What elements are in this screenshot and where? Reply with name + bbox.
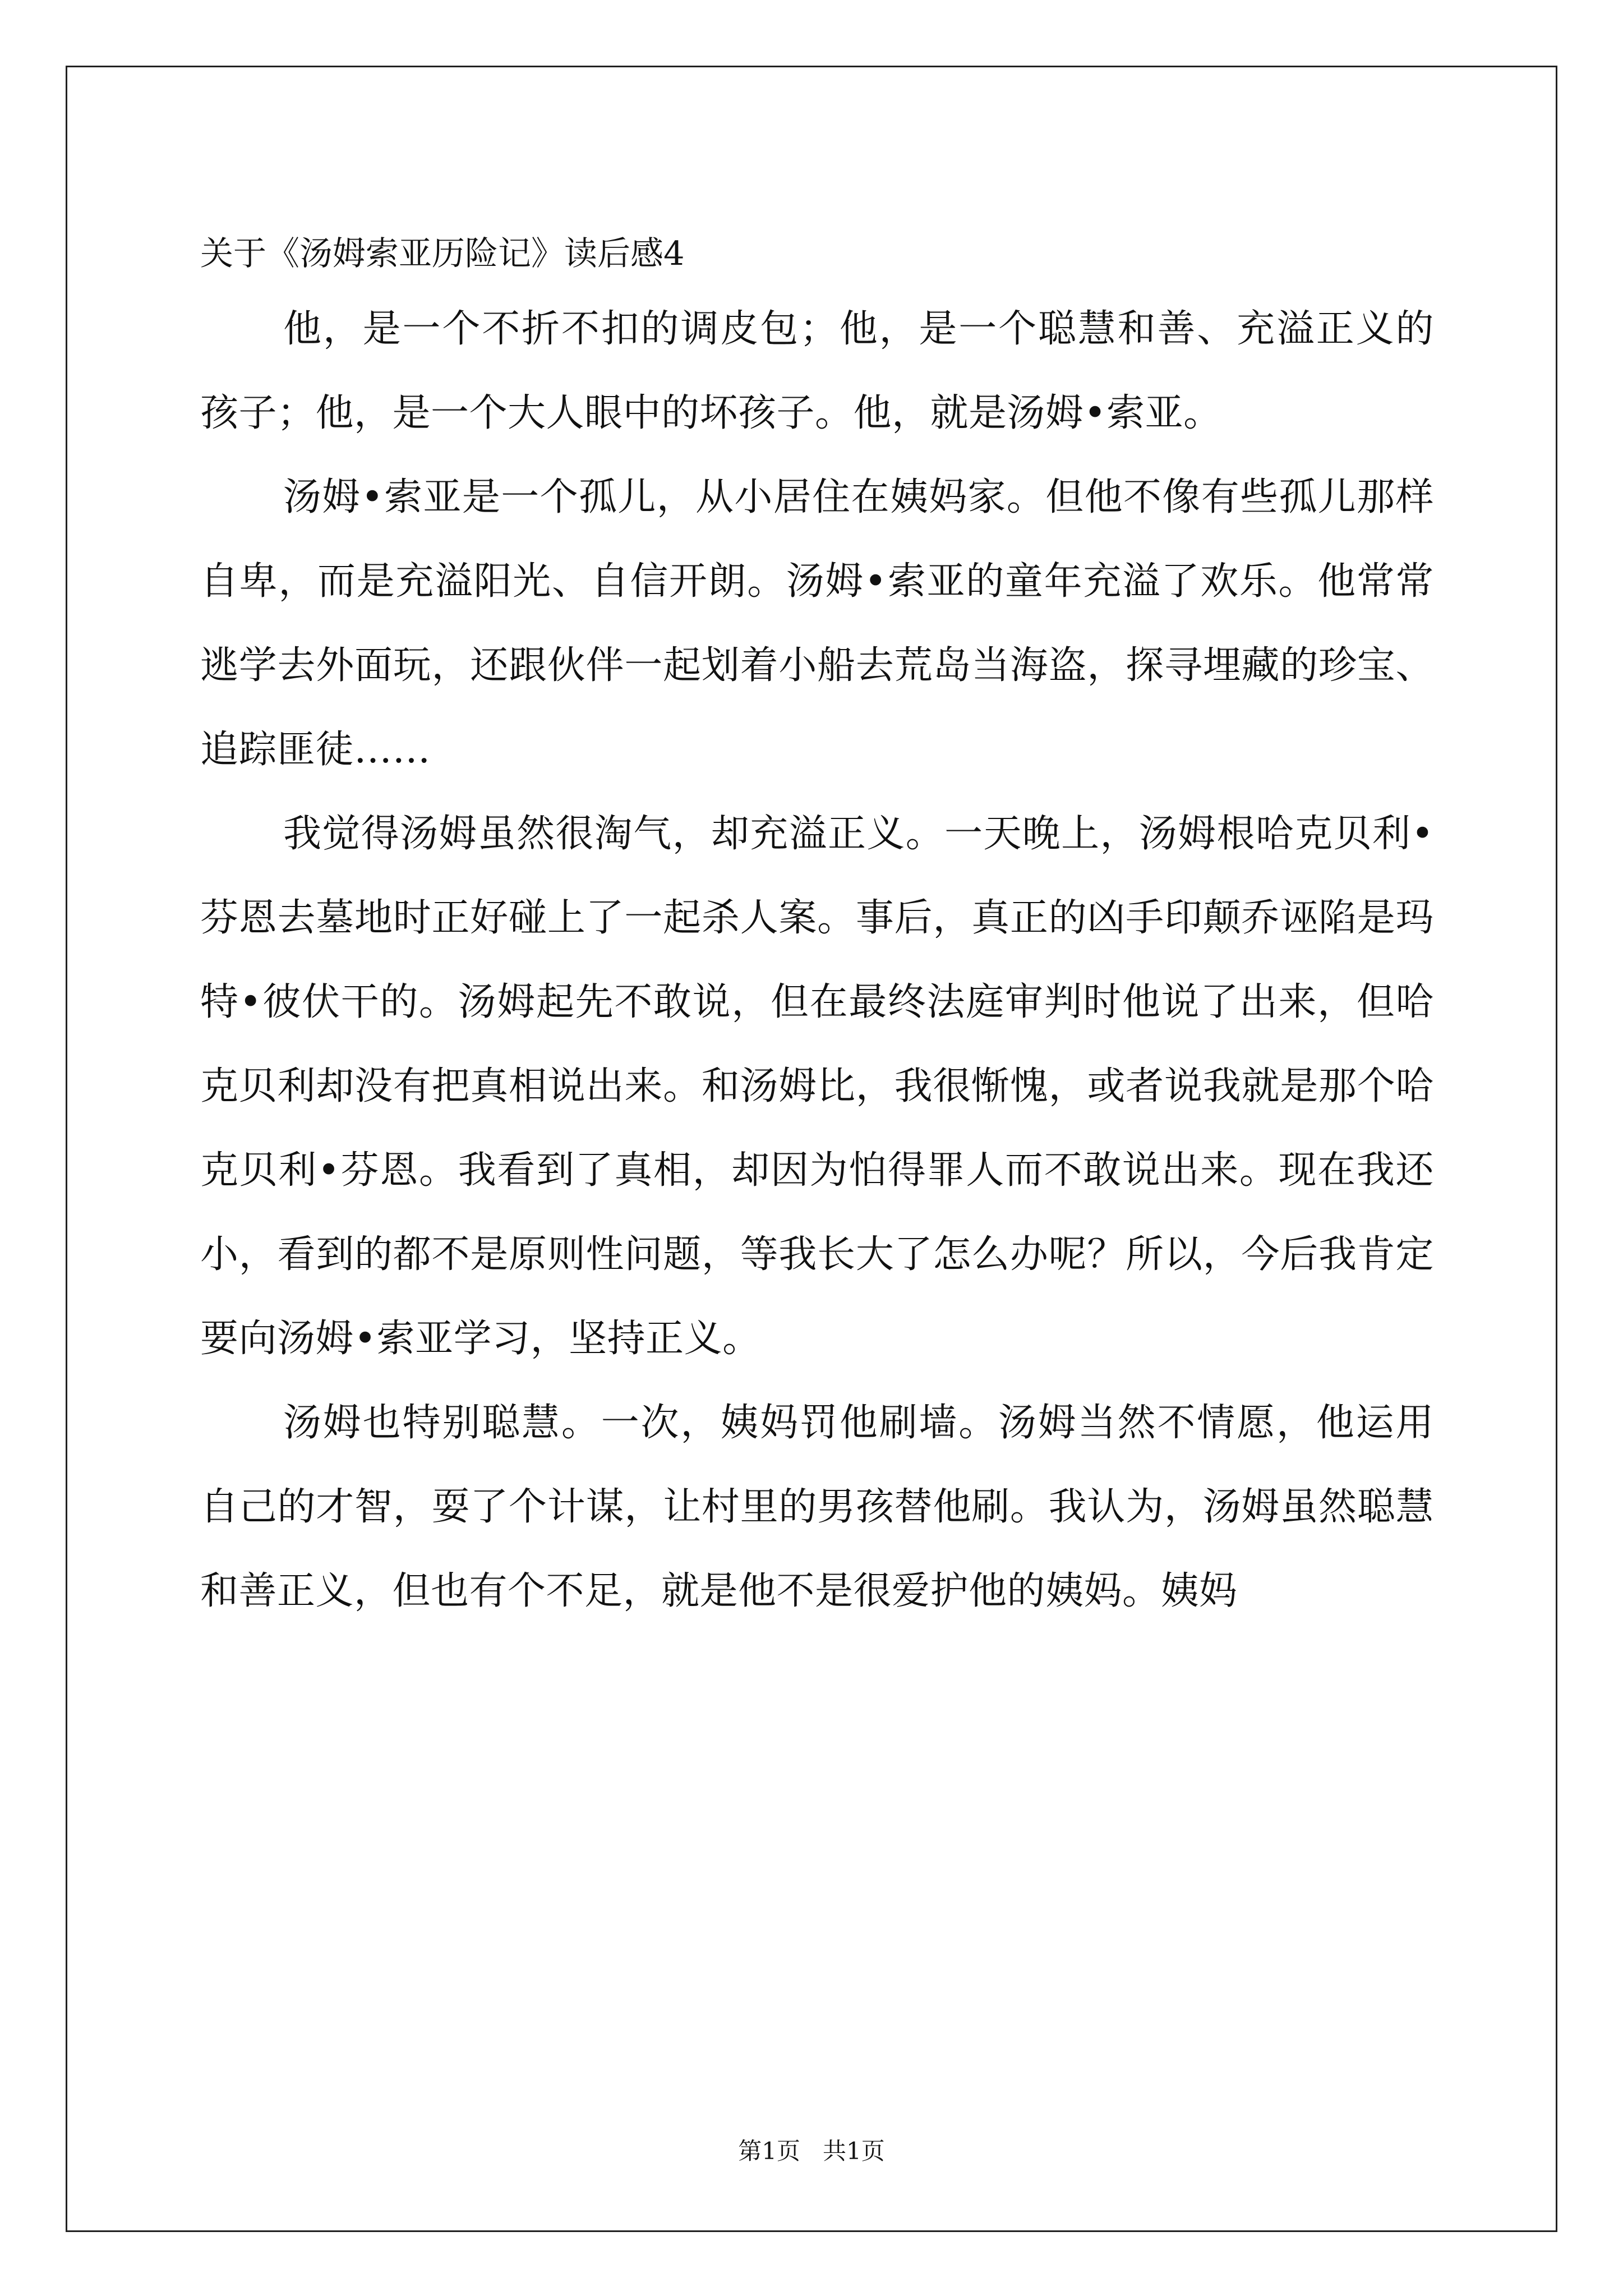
page-footer: 第1页 共1页	[738, 2137, 885, 2165]
document-body	[200, 220, 1434, 1634]
paragraph-4: 汤姆也特别聪慧。一次，姨妈罚他刷墙。汤姆当然不情愿，他运用自己的才智，耍了个计谋，让村里的男孩替他刷。我认为，汤姆虽然聪慧和善正义，但也有个不足，就是他不是很爱护他的姨妈。姨妈	[200, 1401, 1434, 1613]
paragraph-2: 汤姆•索亚是一个孤儿，从小居住在姨妈家。但他不像有些孤儿那样自卑，而是充溢阳光、自信开朗。汤姆•索亚的童年充溢了欢乐。他常常逃学去外面玩，还跟伙伴一起划着小船去荒岛当海盗，探寻埋藏的珍宝、追踪匪徒……	[200, 475, 1434, 772]
paragraph-1: 他，是一个不折不扣的调皮包；他，是一个聪慧和善、充溢正义的孩子；他，是一个大人眼中的坏孩子。他，就是汤姆•索亚。	[200, 307, 1434, 435]
document-title: 关于《汤姆索亚历险记》读后感4	[200, 234, 685, 273]
paragraph-3: 我觉得汤姆虽然很淘气，却充溢正义。一天晚上，汤姆根哈克贝利•芬恩去墓地时正好碰上了一起杀人案。事后，真正的凶手印颠乔诬陷是玛特•彼伏干的。汤姆起先不敢说，但在最终法庭审判时他说了出来，但哈克贝利却没有把真相说出来。和汤姆比，我很惭愧，或者说我就是那个哈克贝利•芬恩。我看到了真相，却因为怕得罪人而不敢说出来。现在我还小，看到的都不是原则性问题，等我长大了怎么办呢？所以，今后我肯定要向汤姆•索亚学习，坚持正义。	[200, 812, 1434, 1361]
